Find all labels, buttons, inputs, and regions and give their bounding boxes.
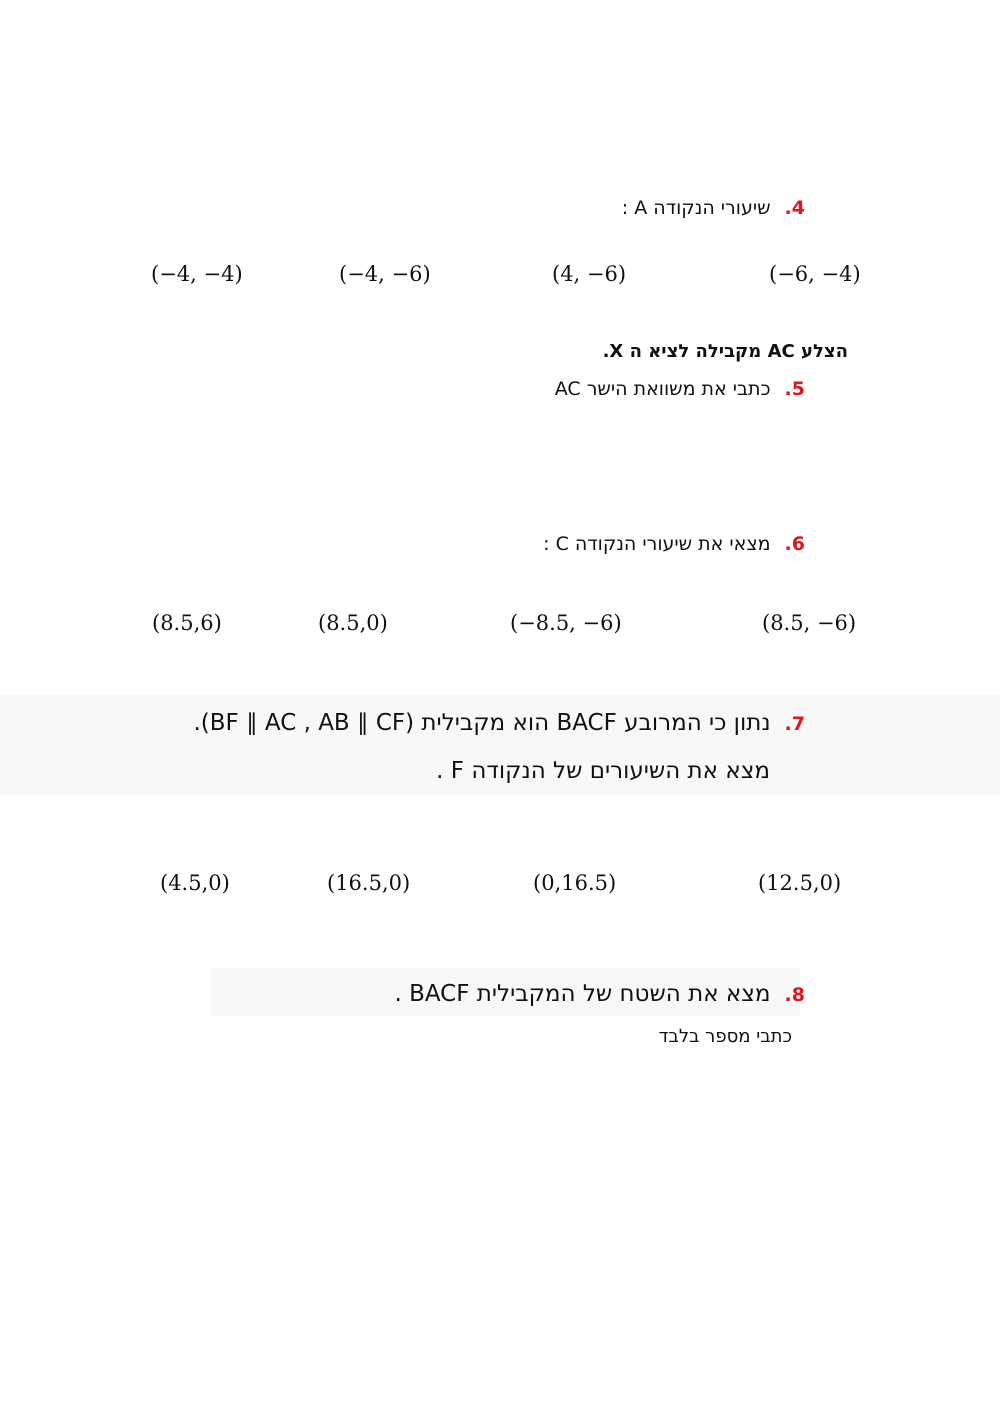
question-4-text: שיעורי הנקודה A :	[621, 197, 771, 219]
question-8-instruction: כתבי מספר בלבד	[658, 1026, 792, 1047]
question-4	[622, 197, 805, 219]
q4-option-2[interactable]: (−4, −6)	[339, 262, 431, 286]
question-7-number: 7.	[784, 713, 805, 735]
question-4-number: 4.	[784, 197, 805, 219]
question-6	[543, 533, 805, 555]
question-5-number: 5.	[784, 378, 805, 400]
question-7-line-1	[193, 710, 805, 736]
question-5	[555, 378, 805, 400]
q7-option-3[interactable]: (0,16.5)	[533, 871, 617, 895]
q6-option-1[interactable]: (8.5,6)	[152, 611, 222, 635]
question-5-text: כתבי את משוואת הישר AC	[554, 378, 771, 400]
question-8-text: מצא את השטח של המקבילית BACF .	[394, 981, 771, 1007]
question-8	[394, 981, 805, 1007]
parallel-note: הצלע AC מקבילה לציא ה X.	[602, 341, 848, 362]
q6-option-4[interactable]: (8.5, −6)	[762, 611, 857, 635]
q6-option-3[interactable]: (−8.5, −6)	[510, 611, 622, 635]
q7-option-1[interactable]: (4.5,0)	[160, 871, 230, 895]
question-7-line-2: מצא את השיעורים של הנקודה F .	[436, 758, 770, 784]
q7-option-4[interactable]: (12.5,0)	[758, 871, 842, 895]
question-7-text: נתון כי המרובע BACF הוא מקבילית (BF ∥ AC , AB ∥ CF).	[193, 710, 771, 736]
q4-option-1[interactable]: (−4, −4)	[151, 262, 243, 286]
q4-option-3[interactable]: (4, −6)	[552, 262, 627, 286]
q4-option-4[interactable]: (−6, −4)	[769, 262, 861, 286]
question-6-text: מצאי את שיעורי הנקודה C :	[543, 533, 771, 555]
q7-option-2[interactable]: (16.5,0)	[327, 871, 411, 895]
question-6-number: 6.	[784, 533, 805, 555]
question-8-number: 8.	[784, 984, 805, 1006]
q6-option-2[interactable]: (8.5,0)	[318, 611, 388, 635]
